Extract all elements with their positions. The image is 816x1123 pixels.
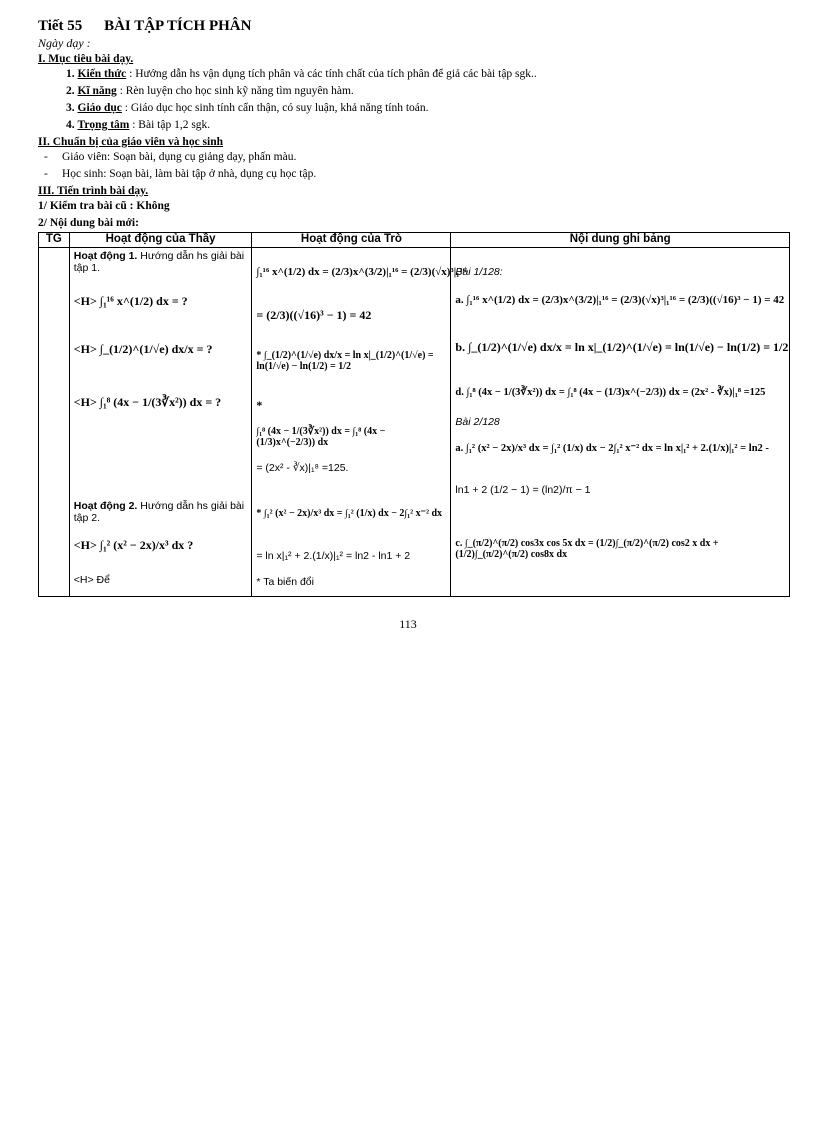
- title-row: [38, 18, 790, 35]
- page-title: BÀI TẬP TÍCH PHÂN: [104, 18, 252, 34]
- student-step: *: [256, 398, 263, 412]
- question-5: <H> Để: [73, 574, 110, 586]
- student-activity-cell: [252, 248, 467, 597]
- board-step: c. ∫_(π/2)^(π/2) cos3x cos 5x dx = (1/2)∫_(π/2)^(π/2) cos2 x dx + (1/2)∫_(π/2)^(π/2) cos8x dx: [455, 538, 719, 560]
- question-2: <H> ∫_(1/2)^(1/√e) dx/x = ?: [73, 342, 213, 356]
- time-cell: [39, 248, 70, 597]
- document-page: [38, 18, 790, 597]
- board-step: a. ∫₁¹⁶ x^(1/2) dx = (2/3)x^(3/2)|₁¹⁶ = (2/3)(√x)³|₁¹⁶ = (2/3)((√16)³ − 1) = 42: [455, 294, 785, 306]
- section-2-heading: II. Chuẩn bị của giáo viên và học sinh: [38, 136, 224, 148]
- question-3: <H> ∫₁⁸ (4x − 1/(3∛x²)) dx = ?: [73, 395, 222, 409]
- student-step: ∫₁¹⁶ x^(1/2) dx = (2/3)x^(3/2)|₁¹⁶ = (2/3)(√x)³|₁¹⁶: [256, 266, 467, 278]
- teacher-activity-cell: [69, 248, 252, 597]
- column-header: TG: [39, 233, 70, 248]
- preparation-item: - Học sinh: Soạn bài, làm bài tập ở nhà, dụng cụ học tập.: [44, 168, 317, 180]
- student-step: = ln x|₁² + 2.(1/x)|₁² = ln2 - ln1 + 2: [256, 550, 411, 562]
- question-4: <H> ∫₁² (x² − 2x)/x³ dx ?: [73, 538, 194, 552]
- page-number: 113: [399, 617, 417, 631]
- objective-item: 3. Giáo dục : Giáo dục học sinh tính cẩn thận, có suy luận, khả năng tính toán.: [66, 102, 429, 114]
- student-step: * Ta biến đổi: [256, 576, 314, 588]
- new-lesson-content: 2/ Nội dung bài mới:: [38, 217, 139, 229]
- table-row: [39, 248, 790, 597]
- objective-item: 4. Trọng tâm : Bài tập 1,2 sgk.: [66, 119, 211, 131]
- board-step: d. ∫₁⁸ (4x − 1/(3∛x²)) dx = ∫₁⁸ (4x − (1/3)x^(−2/3)) dx = (2x² - ∛x)|₁⁸ =125: [455, 387, 766, 398]
- column-header: Hoạt động của Thầy: [69, 233, 252, 248]
- objective-item: 1. Kiến thức : Hướng dẫn hs vận dụng tích phân và các tính chất của tích phân để giả các bài tập sgk..: [66, 68, 537, 80]
- activity-1: Hoạt động 1. Hướng dẫn hs giải bài tập 1.: [73, 250, 245, 274]
- objective-item: 2. Kĩ năng : Rèn luyện cho học sinh kỹ năng tìm nguyên hàm.: [66, 85, 354, 97]
- student-step: = (2x² - ∛x)|₁⁸ =125.: [256, 462, 349, 474]
- exercise-title: Bài 2/128: [455, 416, 500, 428]
- board-content-cell: [451, 248, 790, 597]
- board-step: b. ∫_(1/2)^(1/√e) dx/x = ln x|_(1/2)^(1/√e) = ln(1/√e) − ln(1/2) = 1/2: [455, 340, 789, 354]
- lesson-table: [38, 232, 790, 597]
- board-step: ln1 + 2 (1/2 − 1) = (ln2)/π − 1: [455, 484, 591, 496]
- old-lesson-check: 1/ Kiểm tra bài cũ : Không: [38, 200, 170, 212]
- exercise-title: Bài 1/128:: [455, 266, 503, 278]
- student-step: ∫₁⁸ (4x − 1/(3∛x²)) dx = ∫₁⁸ (4x − (1/3)x^(−2/3)) dx: [256, 426, 386, 448]
- column-header: Hoạt động của Trò: [252, 233, 451, 248]
- table-header-row: [39, 233, 790, 248]
- activity-2: Hoạt động 2. Hướng dẫn hs giải bài tập 2.: [73, 500, 245, 524]
- section-1-heading: I. Mục tiêu bài dạy.: [38, 53, 134, 65]
- student-step: = (2/3)((√16)³ − 1) = 42: [256, 308, 372, 322]
- preparation-item: - Giáo viên: Soạn bài, dụng cụ giảng dạy, phấn màu.: [44, 151, 297, 163]
- lesson-number: Tiết 55: [38, 18, 83, 34]
- section-3-heading: III. Tiến trình bài dạy.: [38, 185, 149, 197]
- question-1: <H> ∫₁¹⁶ x^(1/2) dx = ?: [73, 294, 188, 308]
- board-step: a. ∫₁² (x² − 2x)/x³ dx = ∫₁² (1/x) dx − 2∫₁² x⁻² dx = ln x|₁² + 2.(1/x)|₁² = ln2 -: [455, 443, 769, 454]
- student-step: * ∫₁² (x² − 2x)/x³ dx = ∫₁² (1/x) dx − 2∫₁² x⁻² dx: [256, 508, 443, 519]
- student-step: * ∫_(1/2)^(1/√e) dx/x = ln x|_(1/2)^(1/√e) = ln(1/√e) − ln(1/2) = 1/2: [256, 350, 434, 372]
- date-label: Ngày dạy :: [38, 36, 91, 50]
- column-header: Nội dung ghi bảng: [451, 233, 790, 248]
